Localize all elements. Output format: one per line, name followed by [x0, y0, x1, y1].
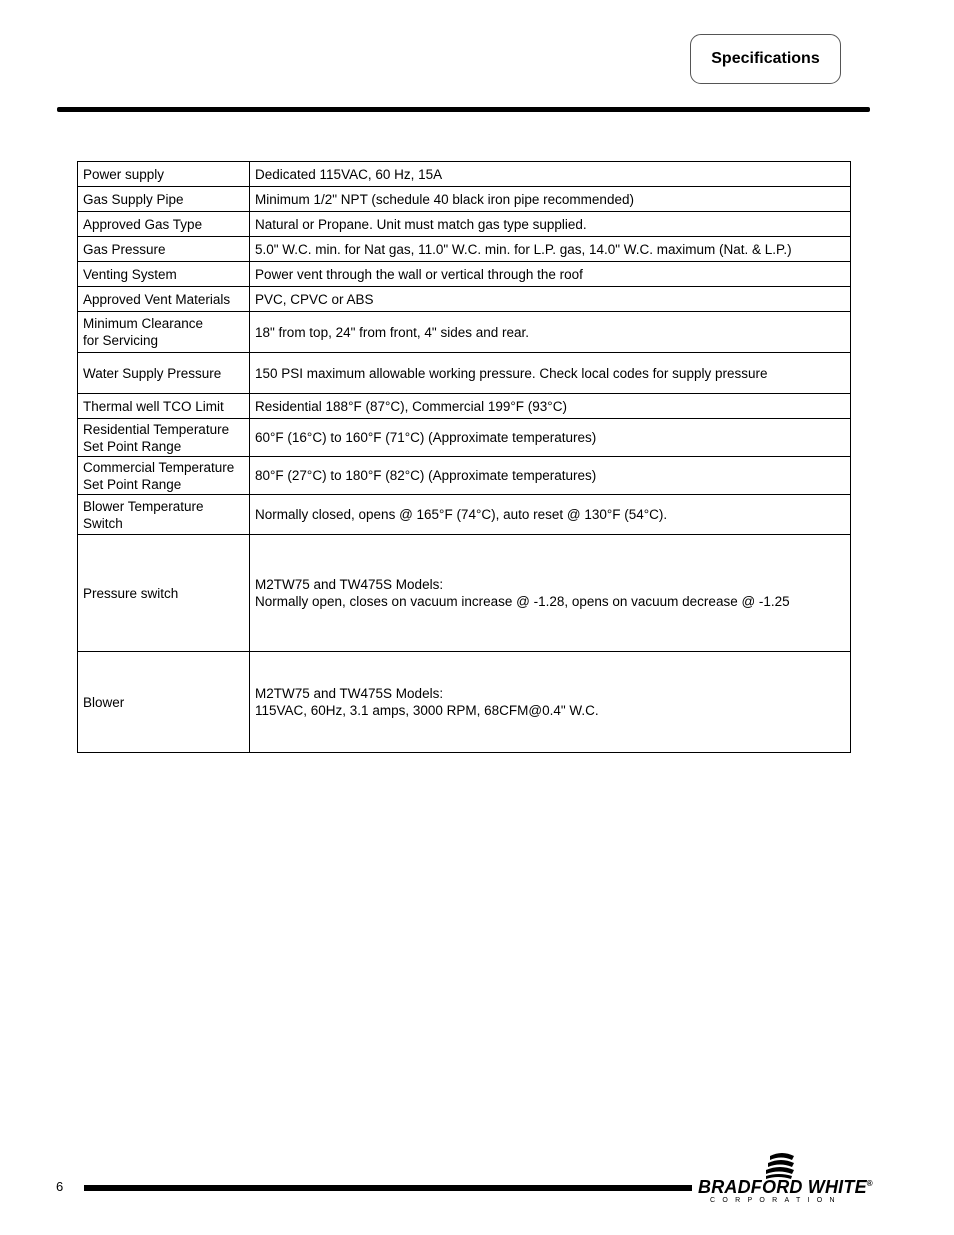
spec-label: Blower — [78, 652, 250, 753]
page-number: 6 — [56, 1179, 64, 1194]
spec-value: Minimum 1/2" NPT (schedule 40 black iron pipe recommended) — [250, 187, 851, 212]
spec-value: PVC, CPVC or ABS — [250, 287, 851, 312]
logo-flame-icon — [764, 1152, 798, 1180]
spec-value: 150 PSI maximum allowable working pressure. Check local codes for supply pressure — [250, 353, 851, 394]
spec-row — [78, 457, 851, 495]
bradford-white-logo — [694, 1152, 874, 1212]
spec-label: Blower Temperature Switch — [78, 495, 250, 535]
spec-label: Water Supply Pressure — [78, 353, 250, 394]
spec-value: Residential 188°F (87°C), Commercial 199°F (93°C) — [250, 394, 851, 419]
spec-row — [78, 262, 851, 287]
spec-row — [78, 287, 851, 312]
spec-row — [78, 652, 851, 753]
spec-label: Gas Pressure — [78, 237, 250, 262]
section-title: Specifications — [711, 50, 820, 67]
spec-value: 5.0" W.C. min. for Nat gas, 11.0" W.C. min. for L.P. gas, 14.0" W.C. maximum (Nat. & L.P.) — [250, 237, 851, 262]
spec-row — [78, 495, 851, 535]
spec-value: Normally closed, opens @ 165°F (74°C), auto reset @ 130°F (54°C). — [250, 495, 851, 535]
spec-value: 18" from top, 24" from front, 4" sides and rear. — [250, 312, 851, 353]
spec-label: Venting System — [78, 262, 250, 287]
spec-value: 60°F (16°C) to 160°F (71°C) (Approximate temperatures) — [250, 419, 851, 457]
specifications-table — [77, 161, 851, 753]
spec-row — [78, 394, 851, 419]
spec-row — [78, 535, 851, 652]
spec-row — [78, 162, 851, 187]
spec-label: Residential Temperature Set Point Range — [78, 419, 250, 457]
header-divider — [57, 107, 870, 112]
spec-row — [78, 312, 851, 353]
footer-divider — [84, 1185, 692, 1191]
logo-text: BRADFORD WHITE — [698, 1177, 867, 1197]
spec-value: Natural or Propane. Unit must match gas type supplied. — [250, 212, 851, 237]
spec-label: Commercial Temperature Set Point Range — [78, 457, 250, 495]
spec-row — [78, 419, 851, 457]
spec-label: Gas Supply Pipe — [78, 187, 250, 212]
spec-row — [78, 353, 851, 394]
spec-value: Power vent through the wall or vertical through the roof — [250, 262, 851, 287]
spec-row — [78, 212, 851, 237]
spec-value: M2TW75 and TW475S Models: 115VAC, 60Hz, 3.1 amps, 3000 RPM, 68CFM@0.4" W.C. — [250, 652, 851, 753]
spec-label: Approved Vent Materials — [78, 287, 250, 312]
spec-label: Thermal well TCO Limit — [78, 394, 250, 419]
spec-label: Approved Gas Type — [78, 212, 250, 237]
logo-trademark: ® — [866, 1179, 873, 1188]
spec-row — [78, 187, 851, 212]
section-title-tab — [690, 34, 841, 84]
spec-label: Power supply — [78, 162, 250, 187]
spec-value: 80°F (27°C) to 180°F (82°C) (Approximate temperatures) — [250, 457, 851, 495]
spec-value: Dedicated 115VAC, 60 Hz, 15A — [250, 162, 851, 187]
spec-label: Pressure switch — [78, 535, 250, 652]
logo-subtext: CORPORATION — [710, 1197, 842, 1204]
spec-label: Minimum Clearance for Servicing — [78, 312, 250, 353]
spec-value: M2TW75 and TW475S Models: Normally open, closes on vacuum increase @ -1.28, opens on vacuum decrease @ -1.25 — [250, 535, 851, 652]
spec-row — [78, 237, 851, 262]
